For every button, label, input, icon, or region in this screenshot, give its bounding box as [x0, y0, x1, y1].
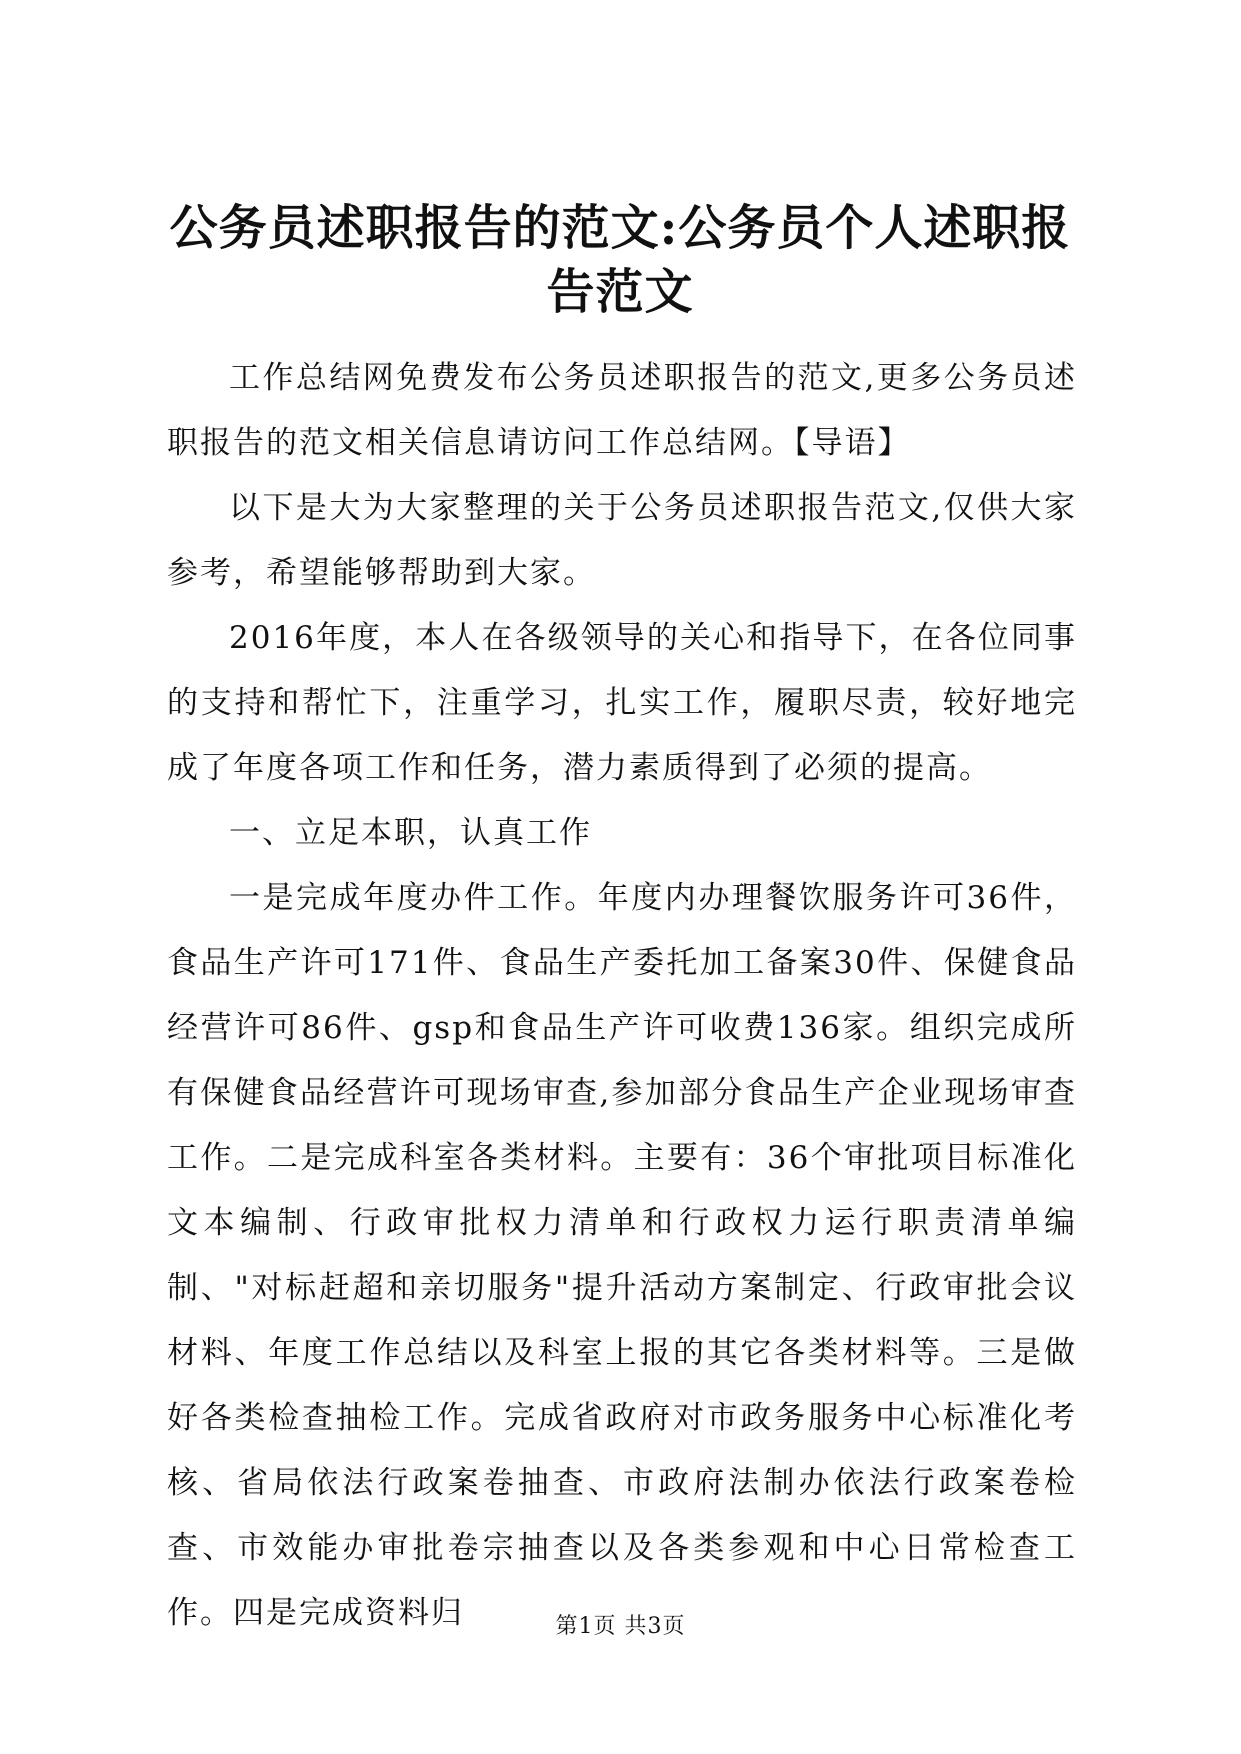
- paragraph-preface: 以下是大为大家整理的关于公务员述职报告范文,仅供大家参考，希望能够帮助到大家。: [167, 490, 1077, 591]
- page-number-footer: 第1页 共3页: [555, 1614, 686, 1639]
- paragraph-work-details: 一是完成年度办件工作。年度内办理餐饮服务许可36件，食品生产许可171件、食品生产委托加工备案30件、保健食品经营许可86件、gsp和食品生产许可收费136家。组织完成所有保健食品经营许可现场审查,参加部分食品生产企业现场审查工作。二是完成科室各类材料。主要有：36个审批项目标准化文本编制、行政审批权力清单和行政权力运行职责清单编制、"对标赶超和亲切服务"提升活动方案制定、行政审批会议材料、年度工作总结以及科室上报的其它各类材料等。三是做好各类检查抽检工作。完成省政府对市政务服务中心标准化考核、省局依法行政案卷抽查、市政府法制办依法行政案卷检查、市效能办审批卷宗抽查以及各类参观和中心日常检查工作。四是完成资料归: [167, 880, 1077, 1631]
- document-body: [167, 346, 1077, 1646]
- section-heading: 一、立足本职，认真工作: [229, 815, 592, 851]
- document-title: 公务员述职报告的范文:公务员个人述职报告范文: [169, 200, 1071, 320]
- paragraph-summary: 2016年度，本人在各级领导的关心和指导下，在各位同事的支持和帮忙下，注重学习，扎实工作，履职尽责，较好地完成了年度各项工作和任务，潜力素质得到了必须的提高。: [167, 620, 1077, 786]
- paragraph-intro: 工作总结网免费发布公务员述职报告的范文,更多公务员述职报告的范文相关信息请访问工作总结网。【导语】: [167, 360, 1077, 461]
